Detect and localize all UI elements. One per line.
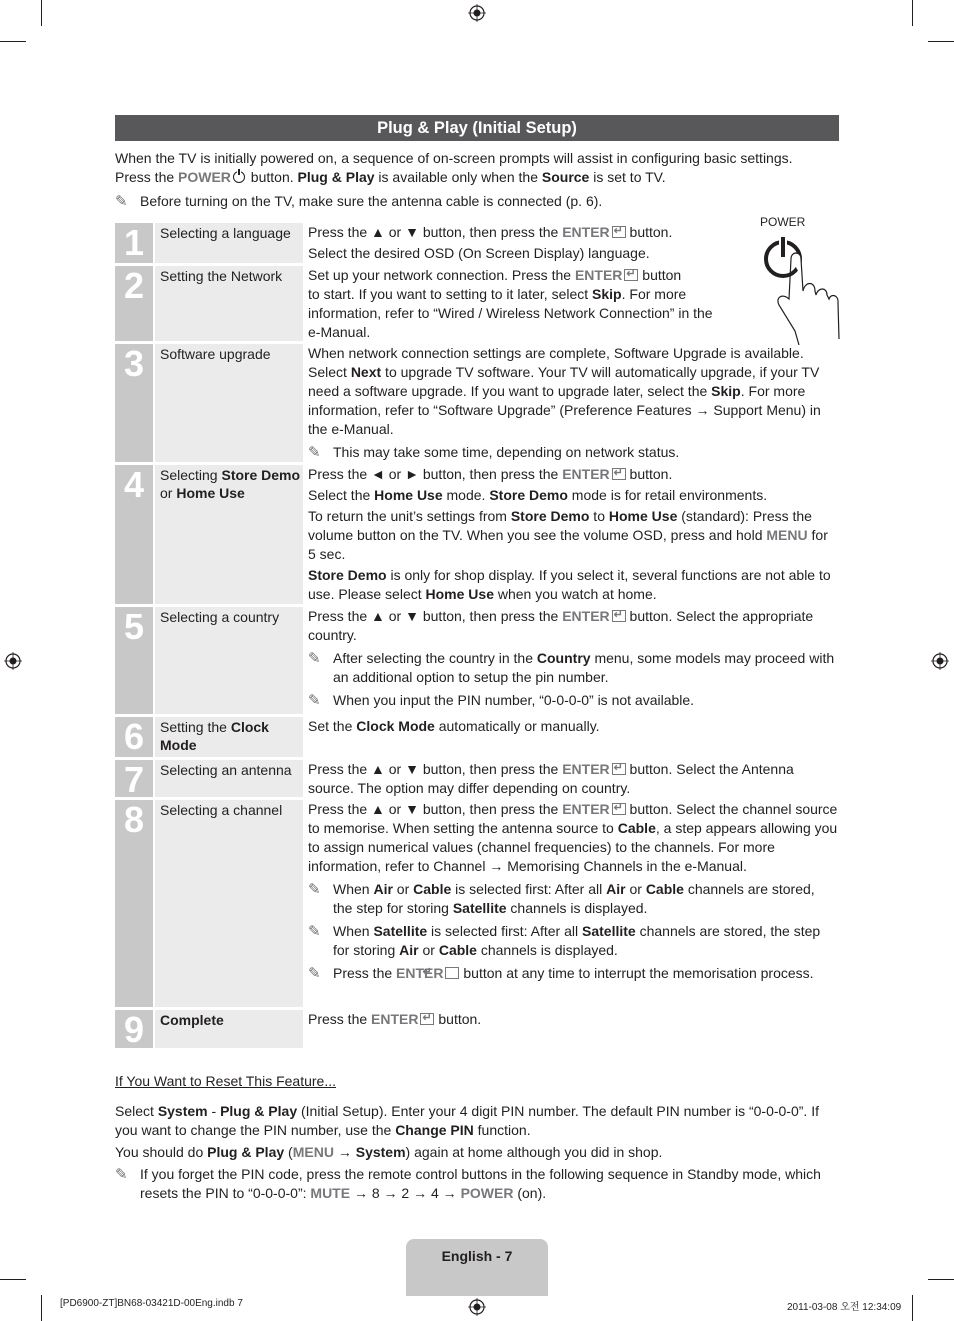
step-description: Set up your network connection. Press the ENTER↵ button to start. If you want to setting to it later, select Skip. For more information, refer to “Wired / Wireless Network Connection” in the e-Manual.	[308, 266, 748, 342]
pencil-note-icon: ✎	[308, 923, 321, 940]
enter-icon	[612, 610, 626, 622]
step-number: 6	[115, 717, 153, 757]
step-number: 5	[115, 607, 153, 714]
step-title: Selecting Store Demo or Home Use	[155, 465, 303, 604]
enter-icon	[612, 803, 626, 815]
step-number: 9	[115, 1010, 153, 1048]
section-title: Plug & Play (Initial Setup)	[115, 115, 839, 141]
crop-mark	[912, 1295, 913, 1321]
step-description: Press the ▲ or ▼ button, then press the ENTER↵ button. Select the desired OSD (On Screen Display) language.	[308, 223, 748, 265]
step-title: Software upgrade	[155, 344, 303, 462]
step-row	[115, 344, 839, 462]
registration-mark-icon	[4, 652, 22, 670]
crop-mark	[928, 41, 954, 42]
pencil-note-icon: ✎	[308, 692, 321, 709]
pencil-note-icon: ✎	[308, 881, 321, 898]
crop-mark	[0, 1279, 26, 1280]
step-title: Selecting a channel	[155, 800, 303, 1007]
step-row	[115, 266, 839, 341]
pencil-note-icon: ✎	[115, 193, 128, 210]
step-number: 3	[115, 344, 153, 462]
crop-mark	[928, 1279, 954, 1280]
step-row	[115, 1010, 839, 1048]
registration-mark-icon	[931, 652, 949, 670]
enter-icon	[624, 269, 638, 281]
intro-text: When the TV is initially powered on, a sequence of on-screen prompts will assist in configuring basic settings. Press the POWER button. Plug & Play is available only when the Source is set to TV. ✎ Before turning on the TV, make sure the antenna cable is connected (p. 6).	[115, 150, 793, 210]
step-row	[115, 465, 839, 604]
step-number: 1	[115, 223, 153, 263]
step-number: 2	[115, 266, 153, 341]
pencil-note-icon: ✎	[308, 444, 321, 461]
print-slug-left: [PD6900-ZT]BN68-03421D-00Eng.indb 7	[60, 1298, 243, 1309]
step-description: When network connection settings are complete, Software Upgrade is available. Select Next to upgrade TV software. Your TV will automatically upgrade, if your TV need a software upgrade. If you want to upgrade later, select the Skip. For more information, refer to “Software Upgrade” (Preference Features → Support Menu) in the e-Manual. ✎ This may take some time, depending on network status.	[308, 345, 821, 461]
pencil-note-icon: ✎	[308, 965, 321, 982]
power-icon	[233, 171, 245, 183]
crop-mark	[41, 1295, 42, 1321]
step-row	[115, 759, 839, 800]
step-title: Selecting a language	[155, 223, 303, 263]
page-number-tab: English - 7	[406, 1239, 548, 1296]
registration-mark-icon	[468, 4, 486, 22]
step-description: Press the ▲ or ▼ button, then press the ENTER↵ button. Select the appropriate country. ✎ After selecting the country in the Country menu, some models may proceed with an additional option to setup the pin number. ✎ When you input the PIN number, “0-0-0-0” is not available.	[308, 607, 838, 712]
step-row	[115, 607, 839, 714]
step-description: Press the ▲ or ▼ button, then press the ENTER↵ button. Select the Antenna source. The option may differ depending on country.	[308, 760, 838, 800]
registration-mark-icon	[468, 1298, 486, 1316]
step-description: Press the ▲ or ▼ button, then press the ENTER↵ button. Select the channel source to memorise. When setting the antenna source to Cable, a step appears allowing you to assign numerical values (channel frequencies) to the channels. For more information, refer to Channel → Memorising Channels in the e-Manual. ✎ When Air or Cable is selected first: After all Air or Cable channels are stored, the step for storing Satellite channels is displayed. ✎ When Satellite is selected first: After all Satellite channels are stored, the step for storing Air or Cable channels is displayed. ✎ Press the ENTER↵ button at any time to interrupt the memorisation process.	[308, 800, 838, 985]
crop-mark	[41, 0, 42, 26]
power-button-illustration: POWER	[755, 215, 845, 345]
step-row	[115, 223, 839, 263]
pencil-note-icon: ✎	[115, 1166, 128, 1183]
step-title: Selecting an antenna	[155, 760, 303, 797]
step-title: Setting the Network	[155, 266, 303, 341]
step-title: Setting the Clock Mode	[155, 717, 303, 757]
enter-icon	[420, 1013, 434, 1025]
reset-text: Select System - Plug & Play (Initial Setup). Enter your 4 digit PIN number. The default PIN number is “0-0-0-0”. If you want to change the PIN number, use the Change PIN function. You should do Plug & Play (MENU → System) again at home although you did in shop. ✎ If you forget the PIN code, press the remote control buttons in the following sequence in Standby mode, which resets the PIN to “0-0-0-0”: MUTE → 8 → 2 → 4 → POWER (on).	[115, 1103, 821, 1201]
enter-icon	[612, 763, 626, 775]
step-number: 8	[115, 800, 153, 1007]
step-number: 7	[115, 760, 153, 797]
enter-icon	[445, 967, 459, 979]
crop-mark	[0, 41, 26, 42]
step-description: Press the ENTER↵ button.	[308, 1010, 838, 1031]
step-row	[115, 800, 839, 1007]
step-title: Complete	[155, 1010, 303, 1048]
enter-icon	[612, 468, 626, 480]
step-number: 4	[115, 465, 153, 604]
step-description: Set the Clock Mode automatically or manually.	[308, 718, 600, 734]
print-slug-right: 2011-03-08 오전 12:34:09	[787, 1302, 902, 1313]
step-title: Selecting a country	[155, 607, 303, 714]
crop-mark	[912, 0, 913, 26]
reset-heading: If You Want to Reset This Feature...	[115, 1073, 337, 1089]
pencil-note-icon: ✎	[308, 650, 321, 667]
enter-icon	[612, 226, 626, 238]
step-row	[115, 717, 839, 757]
step-description: Press the ◄ or ► button, then press the ENTER↵ button. Select the Home Use mode. Store Demo mode is for retail environments. To return the unit’s settings from Store Demo to Home Use (standard): Press the volume button on the TV. When you see the volume OSD, press and hold MENU for 5 sec. Store Demo is only for shop display. If you select it, several functions are not able to use. Please select Home Use when you watch at home.	[308, 465, 838, 606]
